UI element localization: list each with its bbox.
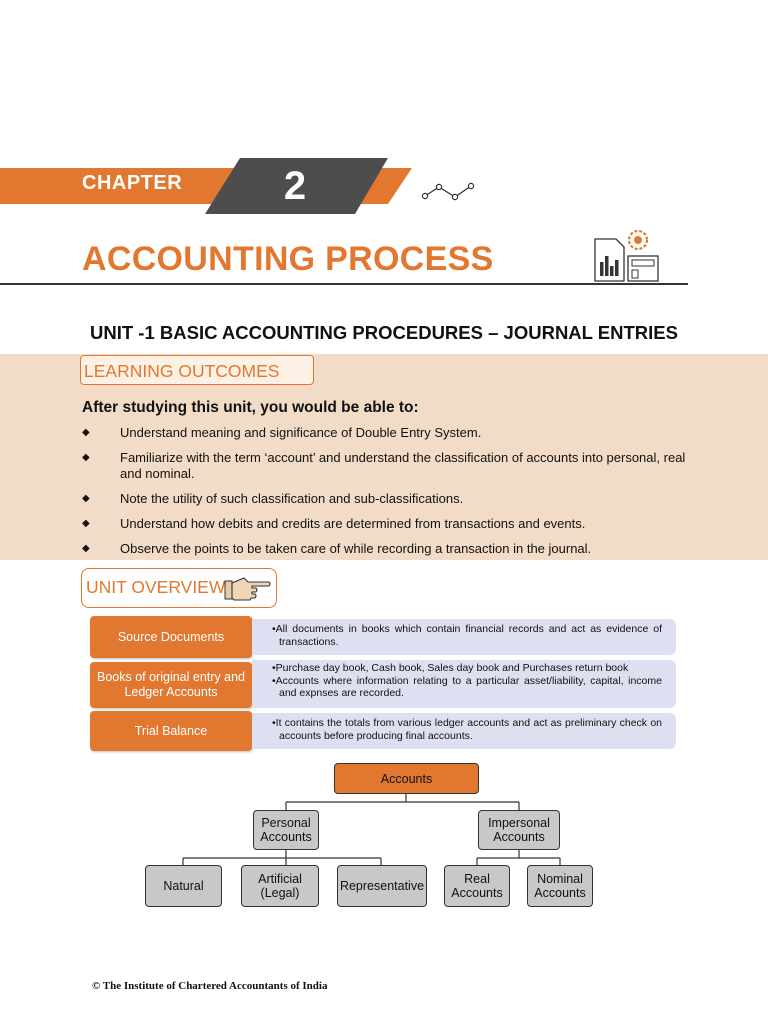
overview-row-source-documents xyxy=(90,616,678,658)
overview-description: •Purchase day book, Cash book, Sales day book and Purchases return book •Accounts where information relating to a particular asset/liability, capital, income and expnses are recorded. xyxy=(252,660,676,708)
chapter-number: 2 xyxy=(283,164,307,208)
diamond-bullet-icon: ◆ xyxy=(82,543,90,554)
list-item: ◆ Understand meaning and significance of Double Entry System. xyxy=(82,425,482,440)
overview-description: •It contains the totals from various ledger accounts and act as preliminary check on accounts before producing final accounts. xyxy=(252,713,676,749)
overview-title: Books of original entry and Ledger Accounts xyxy=(90,662,252,708)
overview-description: •All documents in books which contain financial records and act as evidence of transactions. xyxy=(252,619,676,655)
trend-line-icon xyxy=(420,180,476,202)
tree-node-representative: Representative xyxy=(337,865,427,907)
unit-overview-label: UNIT OVERVIEW xyxy=(81,568,277,608)
list-item: ◆ Observe the points to be taken care of while recording a transaction in the journal. xyxy=(82,541,592,556)
learning-outcomes-label: LEARNING OUTCOMES xyxy=(80,355,314,385)
overview-title: Trial Balance xyxy=(90,711,252,751)
list-item: ◆ Familiarize with the term ‘account’ and understand the classification of accounts into personal, real and nominal. xyxy=(82,450,686,481)
tree-node-accounts: Accounts xyxy=(334,763,479,794)
diamond-bullet-icon: ◆ xyxy=(82,518,90,529)
copyright-footer: © The Institute of Chartered Accountants of India xyxy=(92,980,328,992)
list-item: ◆ Note the utility of such classification and sub-classifications. xyxy=(82,491,464,506)
overview-title: Source Documents xyxy=(90,616,252,658)
chapter-label: CHAPTER xyxy=(82,172,183,194)
tree-node-real-accounts: Real Accounts xyxy=(444,865,510,907)
diamond-bullet-icon: ◆ xyxy=(82,493,90,504)
accounting-document-icon xyxy=(592,226,662,284)
list-item: ◆ Understand how debits and credits are determined from transactions and events. xyxy=(82,516,586,531)
learning-outcomes-intro: After studying this unit, you would be able to: xyxy=(82,399,419,416)
tree-node-nominal-accounts: Nominal Accounts xyxy=(527,865,593,907)
overview-row-trial-balance xyxy=(90,711,678,751)
tree-node-natural: Natural xyxy=(145,865,222,907)
diamond-bullet-icon: ◆ xyxy=(82,427,90,438)
tree-node-personal-accounts: Personal Accounts xyxy=(253,810,319,850)
page-title: ACCOUNTING PROCESS xyxy=(82,240,494,278)
overview-row-books-ledger xyxy=(90,662,678,708)
pointing-hand-icon xyxy=(224,574,272,604)
tree-node-impersonal-accounts: Impersonal Accounts xyxy=(478,810,560,850)
tree-node-artificial-legal: Artificial (Legal) xyxy=(241,865,319,907)
unit-title: UNIT -1 BASIC ACCOUNTING PROCEDURES – JOURNAL ENTRIES xyxy=(90,322,678,343)
diamond-bullet-icon: ◆ xyxy=(82,452,90,463)
learning-outcomes-list xyxy=(82,425,694,566)
title-divider xyxy=(0,283,688,285)
